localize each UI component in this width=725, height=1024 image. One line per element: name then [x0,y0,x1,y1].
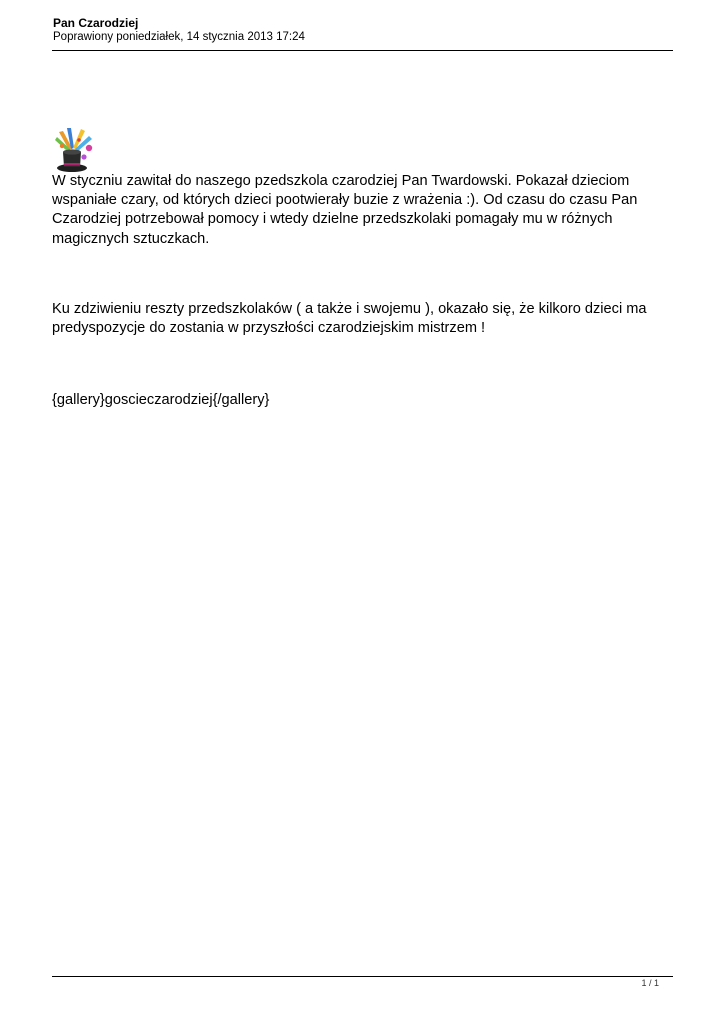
magician-hat-icon [53,126,97,174]
paragraph-intro: W styczniu zawitał do naszego pzedszkola czarodziej Pan Twardowski. Pokazał dzieciom wspaniałe czary, od których dzieci pootwierały buzie z wrażenia :). Od czasu do czasu Pan Czarodziej potrzebował pomocy i wtedy dzielne przedszkolaki pomagały mu w różnych magicznych sztuczkach. [52,173,638,247]
document-header [53,16,673,44]
footer-divider [52,976,673,977]
header-divider [52,50,673,51]
page-title: Pan Czarodziej [53,16,139,30]
paragraph-gallery-tag: {gallery}goscieczarodziej{/gallery} [52,392,270,408]
revision-date: Poprawiony poniedziałek, 14 stycznia 2013 17:24 [53,31,305,43]
page-number: 1 / 1 [641,978,659,988]
paragraph-surprise: Ku zdziwieniu reszty przedszkolaków ( a także i swojemu ), okazało się, że kilkoro dzieci ma predyspozycje do zostania w przyszłości czarodziejskim mistrzem ! [52,301,647,337]
